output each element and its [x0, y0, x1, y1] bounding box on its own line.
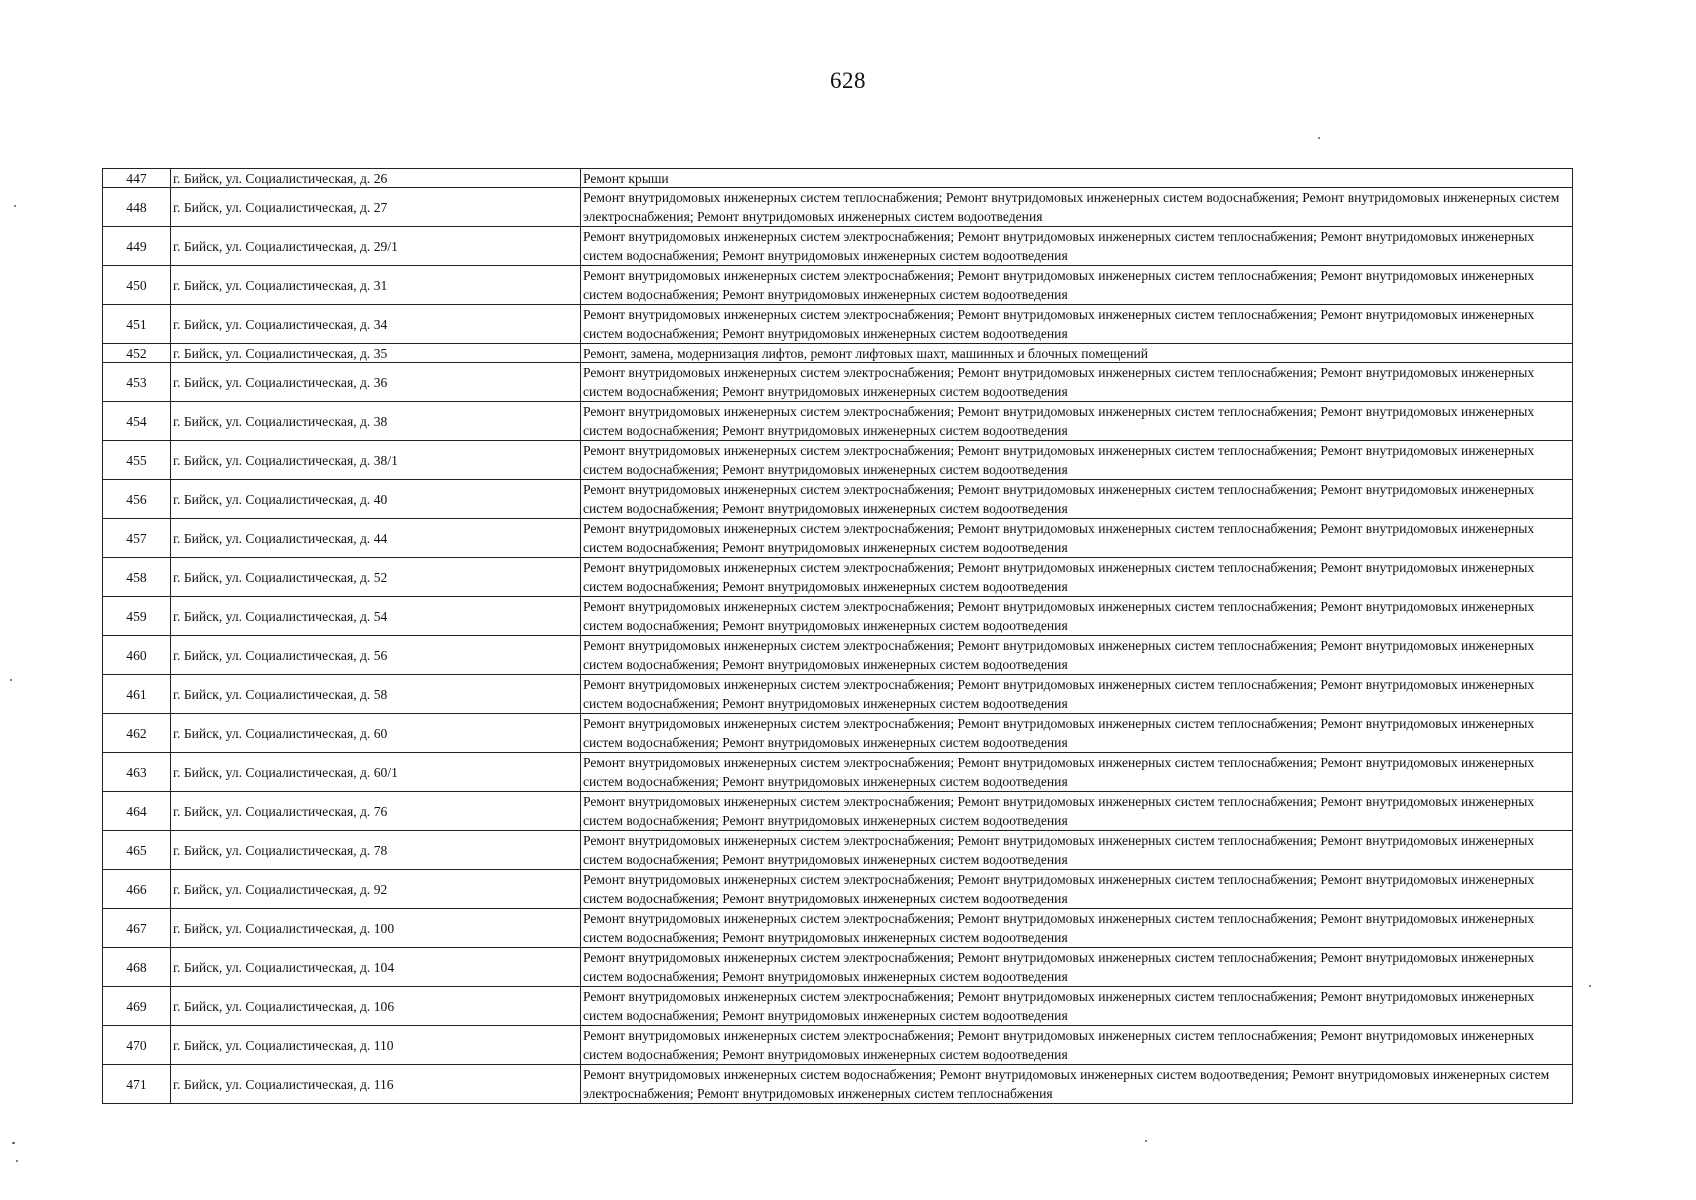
table-row [103, 636, 1573, 675]
table-row [103, 402, 1573, 441]
address-cell: г. Бийск, ул. Социалистическая, д. 56 [171, 636, 581, 675]
row-number-cell: 462 [103, 714, 171, 753]
works-cell: Ремонт внутридомовых инженерных систем электроснабжения; Ремонт внутридомовых инженерных систем теплоснабжения; Ремонт внутридомовых инженерных систем водоснабжения; Ремонт внутридомовых инженерных систем водоотведения [581, 305, 1573, 344]
row-number-cell: 450 [103, 266, 171, 305]
row-number-cell: 463 [103, 753, 171, 792]
row-number-cell: 471 [103, 1065, 171, 1104]
works-cell: Ремонт внутридомовых инженерных систем водоснабжения; Ремонт внутридомовых инженерных систем водоотведения; Ремонт внутридомовых инженерных систем электроснабжения; Ремонт внутридомовых инженерных систем теплоснабжения [581, 1065, 1573, 1104]
address-cell: г. Бийск, ул. Социалистическая, д. 26 [171, 169, 581, 188]
works-cell: Ремонт внутридомовых инженерных систем электроснабжения; Ремонт внутридомовых инженерных систем теплоснабжения; Ремонт внутридомовых инженерных систем водоснабжения; Ремонт внутридомовых инженерных систем водоотведения [581, 402, 1573, 441]
address-cell: г. Бийск, ул. Социалистическая, д. 116 [171, 1065, 581, 1104]
table-body [103, 169, 1573, 1104]
row-number-cell: 455 [103, 441, 171, 480]
row-number-cell: 465 [103, 831, 171, 870]
works-cell: Ремонт внутридомовых инженерных систем электроснабжения; Ремонт внутридомовых инженерных систем теплоснабжения; Ремонт внутридомовых инженерных систем водоснабжения; Ремонт внутридомовых инженерных систем водоотведения [581, 558, 1573, 597]
address-cell: г. Бийск, ул. Социалистическая, д. 44 [171, 519, 581, 558]
table-row [103, 987, 1573, 1026]
works-cell: Ремонт внутридомовых инженерных систем электроснабжения; Ремонт внутридомовых инженерных систем теплоснабжения; Ремонт внутридомовых инженерных систем водоснабжения; Ремонт внутридомовых инженерных систем водоотведения [581, 753, 1573, 792]
works-cell: Ремонт внутридомовых инженерных систем электроснабжения; Ремонт внутридомовых инженерных систем теплоснабжения; Ремонт внутридомовых инженерных систем водоснабжения; Ремонт внутридомовых инженерных систем водоотведения [581, 441, 1573, 480]
row-number-cell: 458 [103, 558, 171, 597]
works-cell: Ремонт внутридомовых инженерных систем электроснабжения; Ремонт внутридомовых инженерных систем теплоснабжения; Ремонт внутридомовых инженерных систем водоснабжения; Ремонт внутридомовых инженерных систем водоотведения [581, 227, 1573, 266]
row-number-cell: 457 [103, 519, 171, 558]
table-row [103, 714, 1573, 753]
table-row [103, 1065, 1573, 1104]
table-row [103, 305, 1573, 344]
works-cell: Ремонт внутридомовых инженерных систем электроснабжения; Ремонт внутридомовых инженерных систем теплоснабжения; Ремонт внутридомовых инженерных систем водоснабжения; Ремонт внутридомовых инженерных систем водоотведения [581, 266, 1573, 305]
address-cell: г. Бийск, ул. Социалистическая, д. 106 [171, 987, 581, 1026]
row-number-cell: 456 [103, 480, 171, 519]
row-number-cell: 448 [103, 188, 171, 227]
table-row [103, 558, 1573, 597]
address-cell: г. Бийск, ул. Социалистическая, д. 60/1 [171, 753, 581, 792]
row-number-cell: 470 [103, 1026, 171, 1065]
works-cell: Ремонт внутридомовых инженерных систем электроснабжения; Ремонт внутридомовых инженерных систем теплоснабжения; Ремонт внутридомовых инженерных систем водоснабжения; Ремонт внутридомовых инженерных систем водоотведения [581, 597, 1573, 636]
address-cell: г. Бийск, ул. Социалистическая, д. 100 [171, 909, 581, 948]
table-row [103, 344, 1573, 363]
table-row [103, 831, 1573, 870]
address-cell: г. Бийск, ул. Социалистическая, д. 38/1 [171, 441, 581, 480]
works-cell: Ремонт внутридомовых инженерных систем электроснабжения; Ремонт внутридомовых инженерных систем теплоснабжения; Ремонт внутридомовых инженерных систем водоснабжения; Ремонт внутридомовых инженерных систем водоотведения [581, 675, 1573, 714]
table-row [103, 169, 1573, 188]
address-cell: г. Бийск, ул. Социалистическая, д. 110 [171, 1026, 581, 1065]
address-cell: г. Бийск, ул. Социалистическая, д. 60 [171, 714, 581, 753]
row-number-cell: 460 [103, 636, 171, 675]
table-row [103, 948, 1573, 987]
address-cell: г. Бийск, ул. Социалистическая, д. 58 [171, 675, 581, 714]
row-number-cell: 467 [103, 909, 171, 948]
scan-speck [10, 679, 12, 681]
row-number-cell: 452 [103, 344, 171, 363]
table-row [103, 675, 1573, 714]
address-cell: г. Бийск, ул. Социалистическая, д. 52 [171, 558, 581, 597]
works-cell: Ремонт, замена, модернизация лифтов, ремонт лифтовых шахт, машинных и блочных помещений [581, 344, 1573, 363]
works-cell: Ремонт внутридомовых инженерных систем электроснабжения; Ремонт внутридомовых инженерных систем теплоснабжения; Ремонт внутридомовых инженерных систем водоснабжения; Ремонт внутридомовых инженерных систем водоотведения [581, 909, 1573, 948]
scan-speck [1589, 985, 1591, 987]
table-row [103, 792, 1573, 831]
table-row [103, 480, 1573, 519]
address-cell: г. Бийск, ул. Социалистическая, д. 76 [171, 792, 581, 831]
page-number: 628 [830, 68, 866, 93]
table-row [103, 441, 1573, 480]
works-cell: Ремонт внутридомовых инженерных систем электроснабжения; Ремонт внутридомовых инженерных систем теплоснабжения; Ремонт внутридомовых инженерных систем водоснабжения; Ремонт внутридомовых инженерных систем водоотведения [581, 480, 1573, 519]
table-row [103, 1026, 1573, 1065]
works-cell: Ремонт внутридомовых инженерных систем электроснабжения; Ремонт внутридомовых инженерных систем теплоснабжения; Ремонт внутридомовых инженерных систем водоснабжения; Ремонт внутридомовых инженерных систем водоотведения [581, 363, 1573, 402]
row-number-cell: 451 [103, 305, 171, 344]
works-cell: Ремонт внутридомовых инженерных систем электроснабжения; Ремонт внутридомовых инженерных систем теплоснабжения; Ремонт внутридомовых инженерных систем водоснабжения; Ремонт внутридомовых инженерных систем водоотведения [581, 987, 1573, 1026]
address-cell: г. Бийск, ул. Социалистическая, д. 27 [171, 188, 581, 227]
works-cell: Ремонт внутридомовых инженерных систем электроснабжения; Ремонт внутридомовых инженерных систем теплоснабжения; Ремонт внутридомовых инженерных систем водоснабжения; Ремонт внутридомовых инженерных систем водоотведения [581, 870, 1573, 909]
works-cell: Ремонт внутридомовых инженерных систем электроснабжения; Ремонт внутридомовых инженерных систем теплоснабжения; Ремонт внутридомовых инженерных систем водоснабжения; Ремонт внутридомовых инженерных систем водоотведения [581, 792, 1573, 831]
works-cell: Ремонт крыши [581, 169, 1573, 188]
row-number-cell: 459 [103, 597, 171, 636]
address-cell: г. Бийск, ул. Социалистическая, д. 34 [171, 305, 581, 344]
works-cell: Ремонт внутридомовых инженерных систем электроснабжения; Ремонт внутридомовых инженерных систем теплоснабжения; Ремонт внутридомовых инженерных систем водоснабжения; Ремонт внутридомовых инженерных систем водоотведения [581, 831, 1573, 870]
address-cell: г. Бийск, ул. Социалистическая, д. 31 [171, 266, 581, 305]
address-cell: г. Бийск, ул. Социалистическая, д. 40 [171, 480, 581, 519]
address-cell: г. Бийск, ул. Социалистическая, д. 36 [171, 363, 581, 402]
works-cell: Ремонт внутридомовых инженерных систем электроснабжения; Ремонт внутридомовых инженерных систем теплоснабжения; Ремонт внутридомовых инженерных систем водоснабжения; Ремонт внутридомовых инженерных систем водоотведения [581, 1026, 1573, 1065]
works-cell: Ремонт внутридомовых инженерных систем теплоснабжения; Ремонт внутридомовых инженерных систем водоснабжения; Ремонт внутридомовых инженерных систем электроснабжения; Ремонт внутридомовых инженерных систем водоотведения [581, 188, 1573, 227]
scan-speck [1318, 137, 1320, 139]
scan-speck [1145, 1140, 1147, 1142]
table-row [103, 870, 1573, 909]
row-number-cell: 447 [103, 169, 171, 188]
address-cell: г. Бийск, ул. Социалистическая, д. 35 [171, 344, 581, 363]
works-cell: Ремонт внутридомовых инженерных систем электроснабжения; Ремонт внутридомовых инженерных систем теплоснабжения; Ремонт внутридомовых инженерных систем водоснабжения; Ремонт внутридомовых инженерных систем водоотведения [581, 714, 1573, 753]
table-row [103, 519, 1573, 558]
scan-speck [16, 1160, 18, 1162]
table-row [103, 227, 1573, 266]
works-cell: Ремонт внутридомовых инженерных систем электроснабжения; Ремонт внутридомовых инженерных систем теплоснабжения; Ремонт внутридомовых инженерных систем водоснабжения; Ремонт внутридомовых инженерных систем водоотведения [581, 636, 1573, 675]
row-number-cell: 468 [103, 948, 171, 987]
scan-speck [14, 205, 16, 207]
row-number-cell: 449 [103, 227, 171, 266]
table-row [103, 188, 1573, 227]
row-number-cell: 464 [103, 792, 171, 831]
address-cell: г. Бийск, ул. Социалистическая, д. 29/1 [171, 227, 581, 266]
address-cell: г. Бийск, ул. Социалистическая, д. 78 [171, 831, 581, 870]
works-cell: Ремонт внутридомовых инженерных систем электроснабжения; Ремонт внутридомовых инженерных систем теплоснабжения; Ремонт внутридомовых инженерных систем водоснабжения; Ремонт внутридомовых инженерных систем водоотведения [581, 948, 1573, 987]
table-row [103, 597, 1573, 636]
address-cell: г. Бийск, ул. Социалистическая, д. 38 [171, 402, 581, 441]
row-number-cell: 466 [103, 870, 171, 909]
row-number-cell: 453 [103, 363, 171, 402]
table-row [103, 363, 1573, 402]
row-number-cell: 461 [103, 675, 171, 714]
works-cell: Ремонт внутридомовых инженерных систем электроснабжения; Ремонт внутридомовых инженерных систем теплоснабжения; Ремонт внутридомовых инженерных систем водоснабжения; Ремонт внутридомовых инженерных систем водоотведения [581, 519, 1573, 558]
row-number-cell: 454 [103, 402, 171, 441]
table-row [103, 266, 1573, 305]
scan-speck [12, 1142, 15, 1144]
address-cell: г. Бийск, ул. Социалистическая, д. 54 [171, 597, 581, 636]
address-cell: г. Бийск, ул. Социалистическая, д. 92 [171, 870, 581, 909]
repair-works-table [102, 168, 1573, 1104]
table-row [103, 909, 1573, 948]
table-row [103, 753, 1573, 792]
row-number-cell: 469 [103, 987, 171, 1026]
address-cell: г. Бийск, ул. Социалистическая, д. 104 [171, 948, 581, 987]
